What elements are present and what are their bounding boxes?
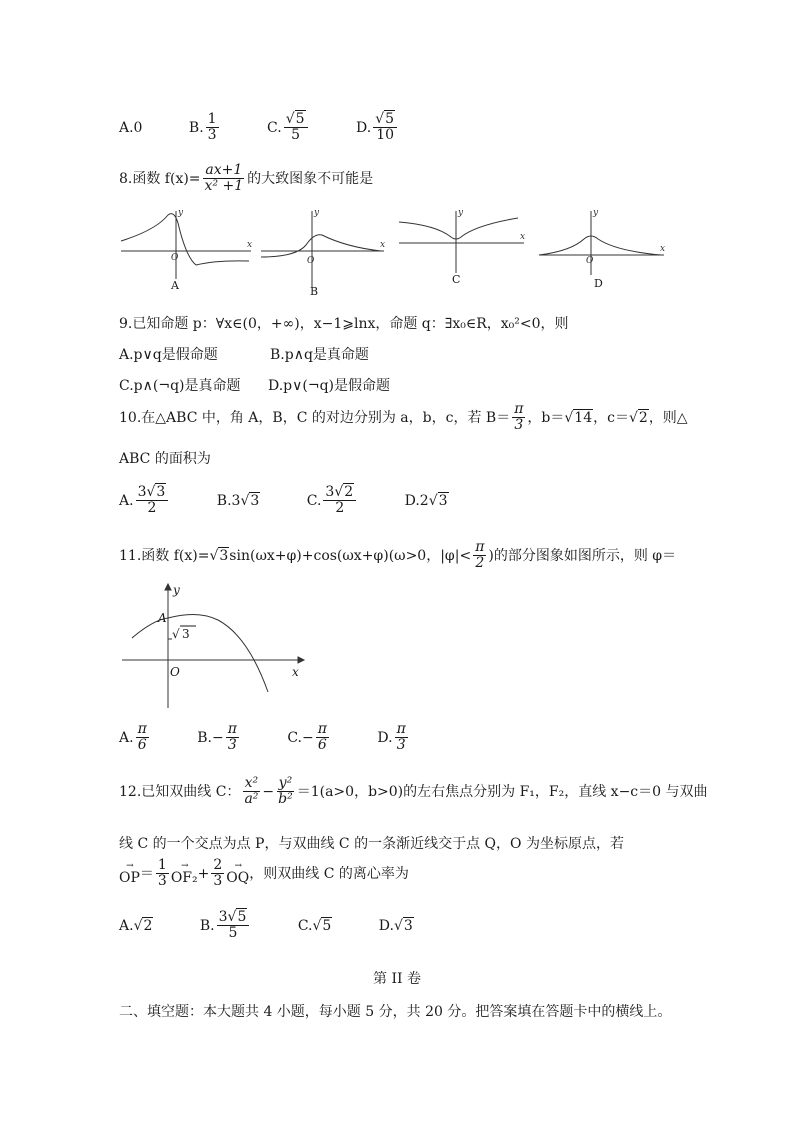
q11-root-label: 3	[182, 627, 190, 641]
q12-stem-line2: 线 C 的一个交点为点 P，与双曲线 C 的一条渐近线交于点 Q，O 为坐标原点，若	[119, 836, 624, 852]
q8-stem: 8.函数 f(x)= $\frac{ax+1}{\text{x² +1}}$ 的大致图象不可能是	[119, 162, 374, 195]
q10-option-d: D.2√3	[404, 492, 448, 509]
q9-option-a: A.p∨q是假命题	[119, 347, 218, 363]
q11-axis-x: x	[292, 665, 299, 679]
q8-label-a: A	[171, 279, 179, 292]
q10-option-c: C. $\frac{3√2}{2}$	[307, 485, 358, 517]
section-title: 第 II 卷	[373, 971, 421, 987]
q8b-origin: O	[307, 256, 315, 266]
q7-options	[119, 112, 441, 144]
q8c-x: x	[520, 232, 526, 242]
q7-option-c: C. $\frac{√5}{5}$	[267, 112, 310, 144]
q8d-origin: O	[586, 256, 594, 266]
q8a-x: x	[247, 240, 253, 250]
q9-option-d: D.p∨(¬q)是假命题	[268, 378, 391, 394]
q10-stem-line2: ABC 的面积为	[119, 451, 211, 467]
q9-option-c: C.p∧(¬q)是真命题	[119, 378, 241, 394]
q11-option-a: A. $\frac{\pi}{6}$	[119, 721, 147, 754]
q8a-y: y	[178, 208, 184, 218]
q12-option-c: C.√5	[297, 917, 332, 934]
q8b-x: x	[380, 240, 386, 250]
q11-point-a: A	[158, 611, 167, 625]
q8c-y: y	[458, 208, 464, 218]
q7-option-b: B. $\frac{1}{3}$	[188, 111, 217, 144]
q8-label-d: D	[594, 277, 603, 290]
q11-option-b: B.− $\frac{\pi}{3}$	[197, 721, 237, 754]
q11-origin: O	[170, 665, 180, 679]
q8d-x: x	[660, 244, 666, 254]
q12-option-b: B. $\frac{3√5}{5}$	[200, 910, 252, 942]
q8-label-c: C	[452, 273, 461, 286]
q11-options	[119, 722, 452, 754]
q12-options	[119, 910, 456, 942]
q11-option-d: D. $\frac{\pi}{3}$	[377, 721, 406, 754]
q11-axis-y: y	[173, 583, 180, 597]
q11-graph	[118, 580, 308, 710]
q11-option-c: C.− $\frac{\pi}{6}$	[287, 721, 327, 754]
q8d-y: y	[593, 208, 599, 218]
q7-option-a: A.0	[119, 119, 143, 136]
q10-stem: 10.在△ABC 中，角 A，B，C 的对边分别为 a，b，c，若 B＝ $\frac{\pi}{3}$ ，b＝√14，c＝√2，则△	[119, 401, 688, 434]
q8-label-b: B	[310, 285, 319, 295]
section-instruction: 二、填空题：本大题共 4 小题，每小题 5 分，共 20 分。把答案填在答题卡中的横线上。	[119, 1004, 672, 1020]
q8a-origin: O	[171, 253, 179, 263]
q8-graphs	[116, 205, 666, 295]
q10-options	[119, 485, 491, 517]
q11-stem: 11.函数 f(x)=√3sin(ωx+φ)+cos(ωx+φ)(ω>0，|φ|< $\frac{\pi}{2}$ )的部分图象如图所示，则 φ＝	[119, 539, 677, 572]
q12-stem-line3: → OP ＝ $\frac{1}{3}$ → OF₂ + $\frac{2}{3}$ → OQ ，则双曲线 C 的离心率为	[119, 857, 409, 890]
q8b-y: y	[314, 208, 320, 218]
q10-option-a: A. $\frac{3√3}{2}$	[119, 485, 170, 517]
q12-option-d: D.√3	[378, 917, 413, 934]
q7-option-d: D. $\frac{√5}{10}$	[356, 112, 399, 144]
svg-text:√: √	[172, 627, 180, 641]
q9-stem: 9.已知命题 p：∀x∈(0，+∞)，x−1⩾lnx，命题 q：∃x₀∈R，x₀²<0，则	[119, 316, 569, 332]
q12-stem: 12.已知双曲线 C： $\frac{\text{x²}}{\text{a²}}$ − $\frac{\text{y²}}{\text{b²}}$ ＝1(a>0，b>0)的左右焦点分别为 F₁，F₂，直线 x−c＝0 与双曲	[119, 775, 708, 808]
q12-option-a: A.√2	[119, 917, 153, 934]
q9-option-b: B.p∧q是真命题	[270, 347, 369, 363]
q10-option-b: B.3√3	[216, 492, 260, 509]
